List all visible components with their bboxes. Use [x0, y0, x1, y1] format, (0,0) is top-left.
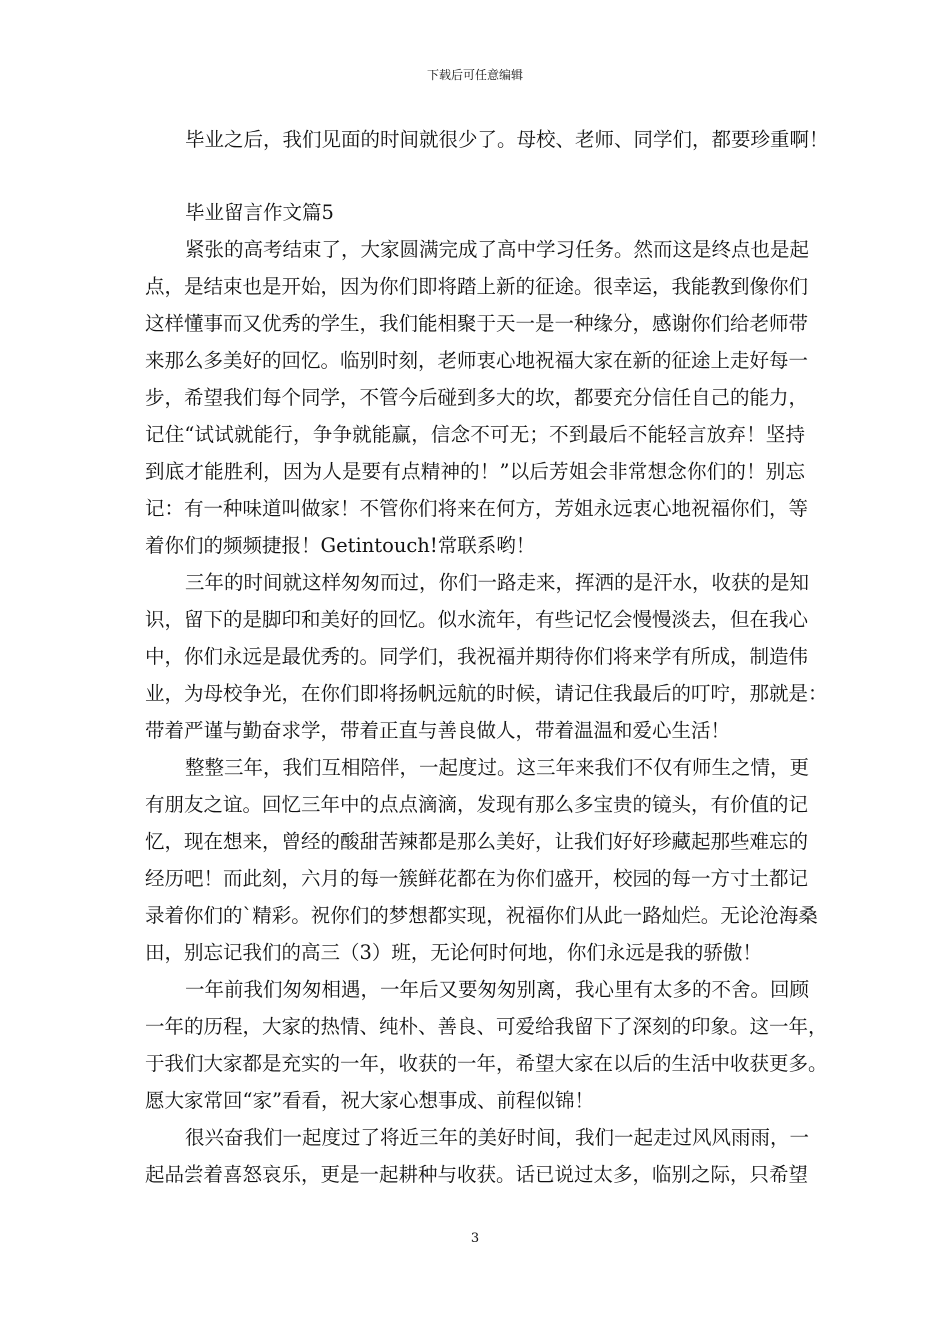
text-line: 一年前我们匆匆相遇，一年后又要匆匆别离，我心里有太多的不舍。回顾 — [185, 978, 810, 1001]
text-line: 愿大家常回“家”看看，祝大家心想事成、前程似锦！ — [145, 1089, 594, 1112]
text-line: 毕业之后，我们见面的时间就很少了。母校、老师、同学们，都要珍重啊！ — [185, 128, 829, 151]
text-line: 带着严谨与勤奋求学，带着正直与善良做人，带着温温和爱心生活！ — [145, 719, 731, 742]
text-line: 经历吧！而此刻，六月的每一簇鲜花都在为你们盛开，校园的每一方寸土都记 — [145, 867, 809, 890]
paragraph-5 — [145, 1119, 810, 1193]
intro-paragraph — [145, 121, 829, 158]
paragraph-1 — [145, 231, 810, 564]
paragraph-4 — [145, 971, 828, 1119]
text-line: 田，别忘记我们的高三（3）班，无论何时何地，你们永远是我的骄傲！ — [145, 941, 762, 964]
text-line: 业，为母校争光，在你们即将扬帆远航的时候，请记住我最后的叮咛，那就是： — [145, 682, 828, 705]
text-line: 着你们的频频捷报！Getintouch!常联系哟！ — [145, 534, 536, 557]
page-number: 3 — [470, 1231, 480, 1246]
text-line: 这样懂事而又优秀的学生，我们能相聚于天一是一种缘分，感谢你们给老师带 — [145, 312, 809, 335]
text-line: 于我们大家都是充实的一年，收获的一年，希望大家在以后的生活中收获更多。 — [145, 1052, 828, 1075]
section-title: 毕业留言作文篇5 — [185, 201, 334, 224]
text-line: 很兴奋我们一起度过了将近三年的美好时间，我们一起走过风风雨雨，一 — [185, 1126, 810, 1149]
text-line: 录着你们的`精彩。祝你们的梦想都实现，祝福你们从此一路灿烂。无论沧海桑 — [145, 904, 818, 927]
text-line: 步，希望我们每个同学，不管今后碰到多大的坎，都要充分信任自己的能力， — [145, 386, 809, 409]
text-line: 记：有一种味道叫做家！不管你们将来在何方，芳姐永远衷心地祝福你们，等 — [145, 497, 809, 520]
paragraph-3 — [145, 749, 818, 971]
text-line: 一年的历程，大家的热情、纯朴、善良、可爱给我留下了深刻的印象。这一年， — [145, 1015, 828, 1038]
text-line: 中，你们永远是最优秀的。同学们，我祝福并期待你们将来学有所成，制造伟 — [145, 645, 809, 668]
page-header: 下载后可任意编辑 — [426, 68, 523, 82]
text-line: 点，是结束也是开始，因为你们即将踏上新的征途。很幸运，我能教到像你们 — [145, 275, 809, 298]
document-body — [145, 194, 828, 1193]
text-line: 有朋友之谊。回忆三年中的点点滴滴，发现有那么多宝贵的镜头，有价值的记 — [145, 793, 809, 816]
text-line: 三年的时间就这样匆匆而过，你们一路走来，挥洒的是汗水，收获的是知 — [185, 571, 810, 594]
text-line: 紧张的高考结束了，大家圆满完成了高中学习任务。然而这是终点也是起 — [185, 238, 810, 261]
text-line: 到底才能胜利，因为人是要有点精神的！”以后芳姐会非常想念你们的！别忘 — [145, 460, 805, 483]
text-line: 起品尝着喜怒哀乐，更是一起耕种与收获。话已说过太多，临别之际，只希望 — [145, 1163, 809, 1186]
text-line: 识，留下的是脚印和美好的回忆。似水流年，有些记忆会慢慢淡去，但在我心 — [145, 608, 809, 631]
text-line: 记住“试试就能行，争争就能赢，信念不可无；不到最后不能轻言放弃！坚持 — [145, 423, 805, 446]
text-line: 整整三年，我们互相陪伴，一起度过。这三年来我们不仅有师生之情，更 — [185, 756, 810, 779]
text-line: 忆，现在想来，曾经的酸甜苦辣都是那么美好，让我们好好珍藏起那些难忘的 — [145, 830, 809, 853]
text-line: 来那么多美好的回忆。临别时刻，老师衷心地祝福大家在新的征途上走好每一 — [145, 349, 809, 372]
paragraph-2 — [145, 564, 828, 749]
